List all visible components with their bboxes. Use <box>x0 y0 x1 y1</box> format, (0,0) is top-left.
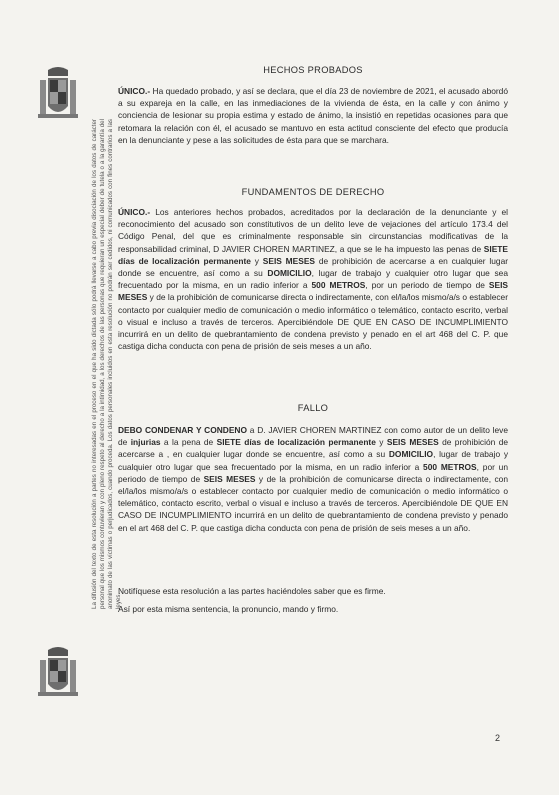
closing-line: Así por esta misma sentencia, la pronuncio, mando y firmo. <box>118 604 339 614</box>
paragraph-fallo: DEBO CONDENAR Y CONDENO a D. JAVIER CHOREN MARTINEZ con como autor de un delito leve de injurias a la pena de SIETE días de localización permanente y SEIS MESES de prohibición de acercarse a , en cualquier lugar donde se encuentre, así como a su DOMICILIO, lugar de trabajo y cualquier otro lugar que sea frecuentado por la misma, en un radio inferior a 500 METROS, por un periodo de tiempo de SEIS MESES y de la prohibición de comunicarse directa o indirectamente, con el/la/los mismo/a/s o establecer contacto por cualquier medio de comunicación o medio informático o telemático, contacto escrito, verbal o visual e incluso a través de terceros. Apercibiéndole DE QUE EN CASO DE INCUMPLIMIENTO incurrirá en un delito de quebrantamiento de condena previsto y penado en el art 468 del C. P. que castiga dicha conducta con pena de prisión de seis meses a un año. <box>118 425 509 533</box>
paragraph-hechos: ÚNICO.- Ha quedado probado, y así se declara, que el día 23 de noviembre de 2021, el acusado abordó a su expareja en la calle, en las inmediaciones de la vivienda de ésta, en la calle y con ánimo y conciencia de lesionar su propia estima y estado de ánimo, la insistió en repetidas ocasiones para que retomara la relación con él, el acusado se mantuvo en esta actitud consciente del efecto que producía en la denunciante y pese a las solicitudes de ésta para que se marchara. <box>118 86 508 145</box>
data-protection-notice: La difusión del texto de esta resolución a partes no interesadas en el proceso en el que ha sido dictada sólo podrá llevarse a cabo previa disociación de los datos de carácter personal que los mismos contuvieran y con pleno respeto al derecho a la intimidad, a los derechos de las personas que requieran un especial deber de tutela o a la garantía del anonimato de las víctimas o perjudicados, cuando proceda. Los datos personales incluidos en esta resolución no podrán ser cedidos, ni comunicados con fines contrarios a las leyes. <box>91 119 122 609</box>
coat-of-arms-icon <box>36 646 80 704</box>
paragraph-fundamentos: ÚNICO.- Los anteriores hechos probados, acreditados por la declaración de la denunciante y el reconocimiento del acusado son constitutivos de un delito leve de vejaciones del artículo 173.4 del Código Penal, del que es criminalmente responsable sin circunstancias modificativas de la responsabilidad criminal, D JAVIER CHOREN MARTINEZ, a que se le ha impuesto las penas de SIETE días de localización permanente y SEIS MESES de prohibición de acercarse a en cualquier lugar donde se encuentre, así como a su DOMICILIO, lugar de trabajo y cualquier otro lugar que sea frecuentado por la misma, en un radio inferior a 500 METROS, por un periodo de tiempo de SEIS MESES y de la prohibición de comunicarse directa o indirectamente, con el/la/los mismo/a/s o establecer contacto por cualquier medio de comunicación o medio informático o telemático, contacto escrito, verbal o visual e incluso a través de terceros. Apercibiéndole DE QUE EN CASO DE INCUMPLIMIENTO incurrirá en un delito de quebrantamiento de condena previsto y penado en el art 468 del C. P. que castiga dicha conducta con pena de prisión de seis meses a un año. <box>118 207 509 352</box>
heading-hechos: HECHOS PROBADOS <box>263 65 363 75</box>
page-number: 2 <box>495 733 501 743</box>
heading-fundamentos: FUNDAMENTOS DE DERECHO <box>241 187 385 197</box>
coat-of-arms-icon <box>36 66 80 126</box>
heading-fallo: FALLO <box>297 403 329 413</box>
notification-line: Notifíquese esta resolución a las partes haciéndoles saber que es firme. <box>118 586 386 596</box>
